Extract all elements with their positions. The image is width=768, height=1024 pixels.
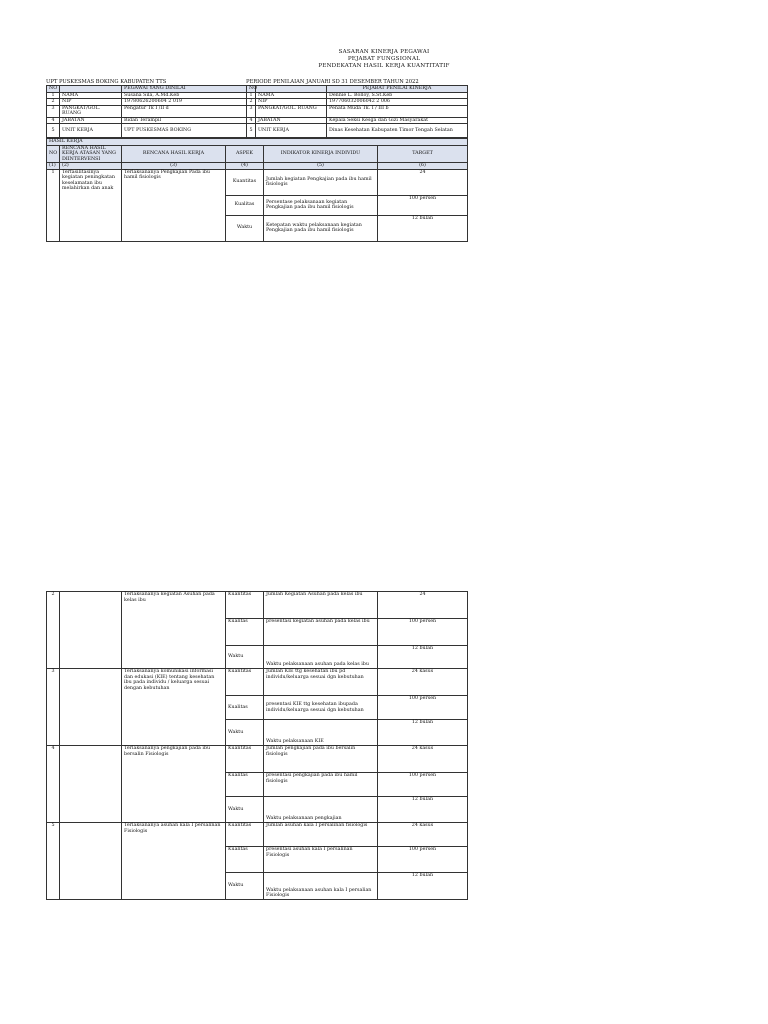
pegawai-nama: Susana Sila, A.Md.Keb [122, 92, 247, 99]
identity-row: 5 UNIT KERJA UPT PUSKESMAS BOKING 5 UNIT KERJA Dinas Kesehatan Kabupaten Timor Tengah Selatan [47, 124, 468, 138]
hasil-kerja-table: HASIL KERJA NO RENCANA HASIL KERJA ATASAN YANG DIINTERVENSI RENCANA HASIL KERJA ASPEK INDIKATOR KINERJA INDIVIDU TARGET (1) (2) (3) (4) (5) (6) 1 Terfasilitasinya kegiatan peningkatan keselamatan ibu melahirkan dan anak Terlaksananya Pengkajian Pada ibu hamil fisiologis Kuantitas Jumlah kegiatan Pengkajian pada ibu hamil fisiologis 24 Kualitas Persentase pelaksanaan kegiatan Pengkajian pada ibu hamil fisiologis 100 persen Waktu Ketepatan waktu pelaksanaan kegiatan Pengkajian pada ibu hamil fisiologis 12 bulan [46, 138, 468, 242]
identity-row: 4 JABATAN Bidan Terampil 4 JABATAN Kepala Seksi Kesga dan Gizi Masyarakat [47, 117, 468, 124]
penilai-unit: Dinas Kesehatan Kabupaten Timor Tengah Selatan [327, 124, 468, 138]
table-row: 5 Terlaksananya asuhan kala I persalinan Fisiologis Kuantitas Jumlah asuhan kala I persalinan fisiologis 24 kasus [47, 823, 468, 847]
penilai-nama: Dennie L. Bolloy, S.St.Keb [327, 92, 468, 99]
doc-title: SASARAN KINERJA PEGAWAI [338, 49, 430, 55]
pegawai-pangkat: Pengatur Tk I /II d [122, 105, 247, 117]
rencana-cell: Terlaksananya Pengkajian Pada ibu hamil fisiologis [122, 169, 226, 241]
col-header-target: TARGET [378, 145, 468, 163]
col-header-rencana: RENCANA HASIL KERJA [122, 145, 226, 163]
col-header-indikator: INDIKATOR KINERJA INDIVIDU [264, 145, 378, 163]
pegawai-title: PEGAWAI YANG DINILAI [122, 86, 247, 93]
col-header-atasan: RENCANA HASIL KERJA ATASAN YANG DIINTERVENSI [60, 145, 122, 163]
section-hasil-kerja: HASIL KERJA [47, 139, 468, 146]
identity-row: 2 NIP 19780626200604 2 019 2 NIP 197706032006042 2 006 [47, 99, 468, 106]
penilai-jabatan: Kepala Seksi Kesga dan Gizi Masyarakat [327, 117, 468, 124]
pegawai-nip: 19780626200604 2 019 [122, 99, 247, 106]
atasan-cell: Terfasilitasinya kegiatan peningkatan keselamatan ibu melahirkan dan anak [60, 169, 122, 241]
pegawai-unit: UPT PUSKESMAS BOKING [122, 124, 247, 138]
doc-subtitle: PEJABAT FUNGSIONAL [347, 56, 421, 62]
table-row: 2 Terlaksananya kegiatan Asuhan pada kelas ibu Kuantitas Jumlah Kegiatan Asuhan pada kelas ibu 24 [47, 592, 468, 619]
no-header-right: NO [247, 86, 256, 93]
no-header: NO [47, 86, 60, 93]
doc-subtitle-2: PENDEKATAN HASIL KERJA KUANTITATIF [318, 63, 450, 69]
table-row: Kualitas presentasi pengkajian pada ibu hamil fisiologis 100 persen [47, 773, 468, 797]
table-row: 4 Terlaksananya pengkajian pada ibu bersalin Fisiologis Kuantitas Jumlah pengkajian pada ibu bersalin fisiologis 24 kasus [47, 746, 468, 773]
table-row: Kualitas presentasi kegiatan asuhan pada kelas ibu 100 persen [47, 619, 468, 646]
table-row: Waktu Ketepatan waktu pelaksanaan kegiatan Pengkajian pada ibu hamil fisiologis 12 bulan [47, 215, 468, 241]
table-row: Waktu Waktu pelaksanaan pengkajian 12 bulan [47, 797, 468, 823]
table-row: 3 Terlaksananya komunikasi informasi dan edukasi (KIE) tentang kesehatan ibu pada individu / keluarga sesuai dengan kebutuhan Kuantitas Jumlah KIE ttg kesehatan ibu pd individu/keluarga sesuai dgn kebutuhan 24 kasus [47, 669, 468, 696]
table-row: 1 Terfasilitasinya kegiatan peningkatan keselamatan ibu melahirkan dan anak Terlaksananya Pengkajian Pada ibu hamil fisiologis Kuantitas Jumlah kegiatan Pengkajian pada ibu hamil fisiologis 24 [47, 169, 468, 195]
penilai-title: PEJABAT PENILAI KINERJA [327, 86, 468, 93]
hasil-kerja-table-continued [46, 591, 468, 900]
penilai-pangkat: Penata Muda Tk. I / III b [327, 105, 468, 117]
identity-table [46, 85, 468, 138]
unit-label: UPT PUSKESMAS BOKING KABUPATEN TTS [46, 79, 167, 85]
table-row: Kualitas Persentase pelaksanaan kegiatan Pengkajian pada ibu hamil fisiologis 100 persen [47, 195, 468, 215]
penilai-nip: 197706032006042 2 006 [327, 99, 468, 106]
col-header-aspek: ASPEK [226, 145, 264, 163]
identity-row: 3 PANGKAT/GOL. RUANG Pengatur Tk I /II d 3 PANGKAT/GOL. RUANG Penata Muda Tk. I / III b [47, 105, 468, 117]
table-row: Waktu Waktu pelaksanaan KIE 12 bulan [47, 720, 468, 746]
identity-row: 1 NAMA Susana Sila, A.Md.Keb 1 NAMA Dennie L. Bolloy, S.St.Keb [47, 92, 468, 99]
table-row: Waktu Waktu pelaksanaan asuhan pada kelas ibu 12 bulan [47, 646, 468, 669]
table-row: Waktu Waktu pelaksanaan asuhan kala I persalian Fisiologis 12 bulan [47, 873, 468, 900]
periode-label: PERIODE PENILAIAN JANUARI SD 31 DESEMBER TAHUN 2022 [246, 79, 419, 85]
table-row: Kualitas presentasi KIE ttg kesehatan ibupada individu/keluarga sesuai dgn kebutuhan 100 persen [47, 696, 468, 720]
col-header-no: NO [47, 145, 60, 163]
pegawai-jabatan: Bidan Terampil [122, 117, 247, 124]
table-row: Kualitas presentasi asuhan kala I persalinan Fisiologis 100 persen [47, 847, 468, 873]
